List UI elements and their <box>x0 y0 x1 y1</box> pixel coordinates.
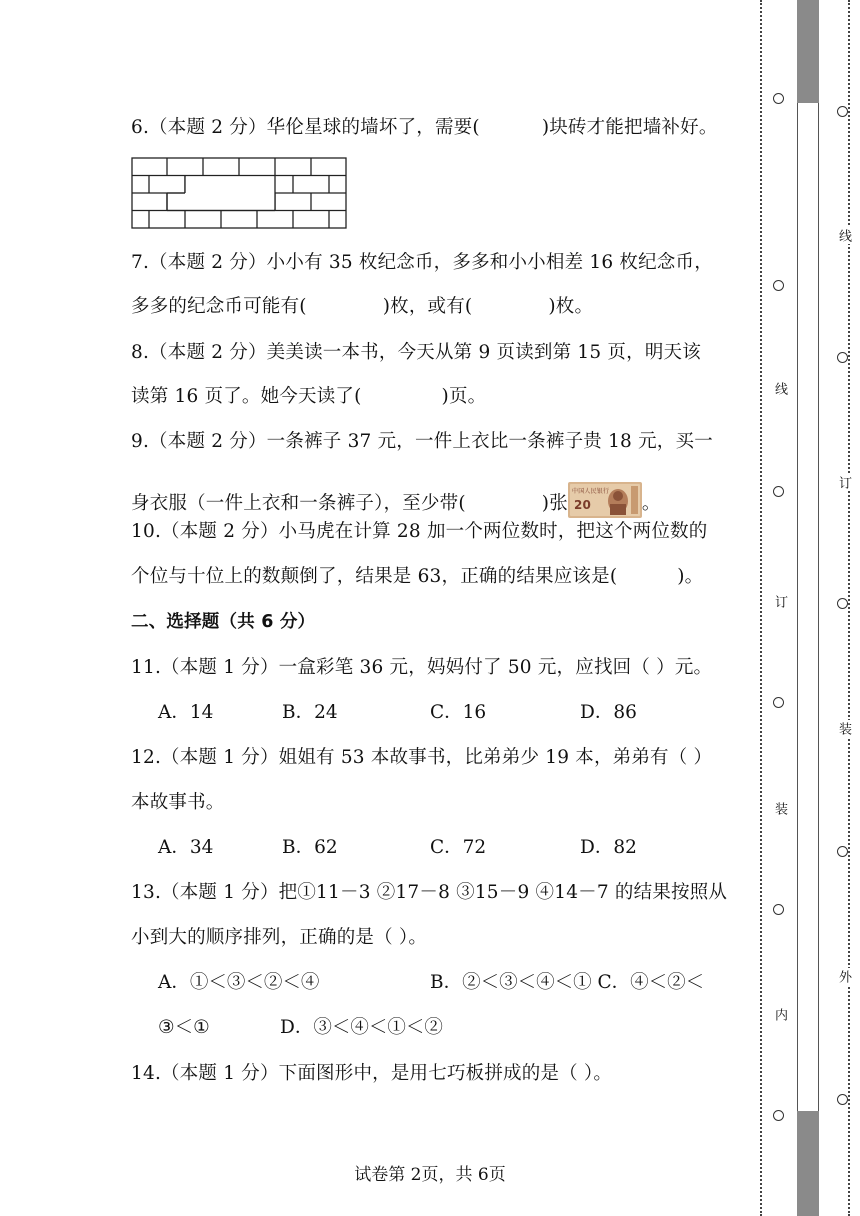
question-9-text: 。 <box>641 493 661 514</box>
q11-option-c[interactable]: C．16 <box>430 702 487 723</box>
question-12-line-1: 12.（本题 1 分）姐姐有 53 本故事书，比弟弟少 19 本，弟弟有（ ） <box>131 747 713 768</box>
binding-hole-icon <box>773 697 784 708</box>
binding-bar-top <box>797 0 819 103</box>
q12-option-c[interactable]: C．72 <box>430 837 487 858</box>
binding-bar-middle <box>797 103 819 1111</box>
question-10-text: )。 <box>677 566 704 587</box>
section-heading: 二、选择题（共 6 分） <box>131 612 316 632</box>
binding-label-outer: 订 <box>836 476 851 489</box>
brick-wall-figure <box>131 157 347 229</box>
binding-label-outer: 外 <box>836 970 851 983</box>
question-10-text: 个位与十位上的数颠倒了，结果是 63，正确的结果应该是( <box>131 566 618 587</box>
question-9-text: 身衣服（一件上衣和一条裤子），至少带( <box>131 493 466 514</box>
q11-option-d[interactable]: D．86 <box>580 702 637 723</box>
question-13-line-1: 13.（本题 1 分）把①11－3 ②17－8 ③15－9 ④14－7 的结果按照从 <box>131 882 728 903</box>
binding-hole-icon <box>773 280 784 291</box>
question-6-end: )块砖才能把墙补好。 <box>541 117 718 138</box>
binding-hole-icon <box>837 106 848 117</box>
question-7-line-2 <box>131 296 593 318</box>
inner-dotted-line <box>760 0 762 1216</box>
q13-option-d[interactable]: D．③＜④＜①＜② <box>280 1017 443 1038</box>
outer-dotted-line <box>848 0 850 1216</box>
question-10-line-1: 10.（本题 2 分）小马虎在计算 28 加一个两位数时，把这个两位数的 <box>131 521 708 542</box>
binding-bar-bottom <box>797 1111 819 1216</box>
question-8-line-2 <box>131 386 486 408</box>
binding-hole-icon <box>837 846 848 857</box>
banknote-20-yuan-icon <box>568 482 642 518</box>
q12-option-b[interactable]: B．62 <box>282 837 338 858</box>
question-10-line-2 <box>131 566 703 588</box>
page-footer: 试卷第 2页，共 6页 <box>354 1165 506 1185</box>
question-6 <box>131 117 718 139</box>
question-6-text: 6.（本题 2 分）华伦星球的墙坏了，需要( <box>131 117 480 138</box>
question-13-line-2: 小到大的顺序排列，正确的是（ ）。 <box>131 927 428 948</box>
binding-label-outer: 装 <box>836 722 851 735</box>
question-8-text: )页。 <box>441 386 487 407</box>
binding-hole-icon <box>837 352 848 363</box>
banknote-denomination: 20 <box>573 498 592 512</box>
binding-label-inner: 内 <box>772 1008 787 1021</box>
binding-hole-icon <box>773 93 784 104</box>
binding-hole-icon <box>837 1094 848 1105</box>
binding-hole-icon <box>773 1110 784 1121</box>
binding-hole-icon <box>773 904 784 915</box>
question-9-text: )张 <box>541 493 568 514</box>
question-7-line-1: 7.（本题 2 分）小小有 35 枚纪念币，多多和小小相差 16 枚纪念币， <box>131 252 713 273</box>
question-7-text: 多多的纪念币可能有( <box>131 296 307 317</box>
q12-option-a[interactable]: A．34 <box>158 837 214 858</box>
question-9-line-1: 9.（本题 2 分）一条裤子 37 元，一件上衣比一条裤子贵 18 元，买一 <box>131 431 713 452</box>
q13-option-a[interactable]: A．①＜③＜②＜④ <box>158 972 320 993</box>
question-8-text: 读第 16 页了。她今天读了( <box>131 386 362 407</box>
question-7-text: )枚。 <box>548 296 594 317</box>
question-8-line-1: 8.（本题 2 分）美美读一本书，今天从第 9 页读到第 15 页，明天该 <box>131 342 701 363</box>
q11-option-b[interactable]: B．24 <box>282 702 338 723</box>
binding-label-outer: 线 <box>836 229 851 242</box>
q13-option-b-c[interactable]: B．②＜③＜④＜① C．④＜②＜ <box>430 972 705 993</box>
q13-option-c-continued[interactable]: ③＜① <box>158 1017 210 1038</box>
question-9-line-2 <box>131 486 661 522</box>
banknote-bank-text: 中国人民银行 <box>571 488 610 495</box>
q12-option-d[interactable]: D．82 <box>580 837 637 858</box>
binding-hole-icon <box>773 486 784 497</box>
binding-label-inner: 订 <box>772 595 787 608</box>
question-12-line-2: 本故事书。 <box>131 792 225 813</box>
q11-option-a[interactable]: A．14 <box>158 702 214 723</box>
binding-label-inner: 线 <box>772 382 787 395</box>
question-11: 11.（本题 1 分）一盒彩笔 36 元，妈妈付了 50 元，应找回（ ）元。 <box>131 657 713 678</box>
binding-label-inner: 装 <box>772 802 787 815</box>
question-14: 14.（本题 1 分）下面图形中，是用七巧板拼成的是（ ）。 <box>131 1063 613 1084</box>
question-7-text: )枚，或有( <box>382 296 473 317</box>
binding-hole-icon <box>837 598 848 609</box>
